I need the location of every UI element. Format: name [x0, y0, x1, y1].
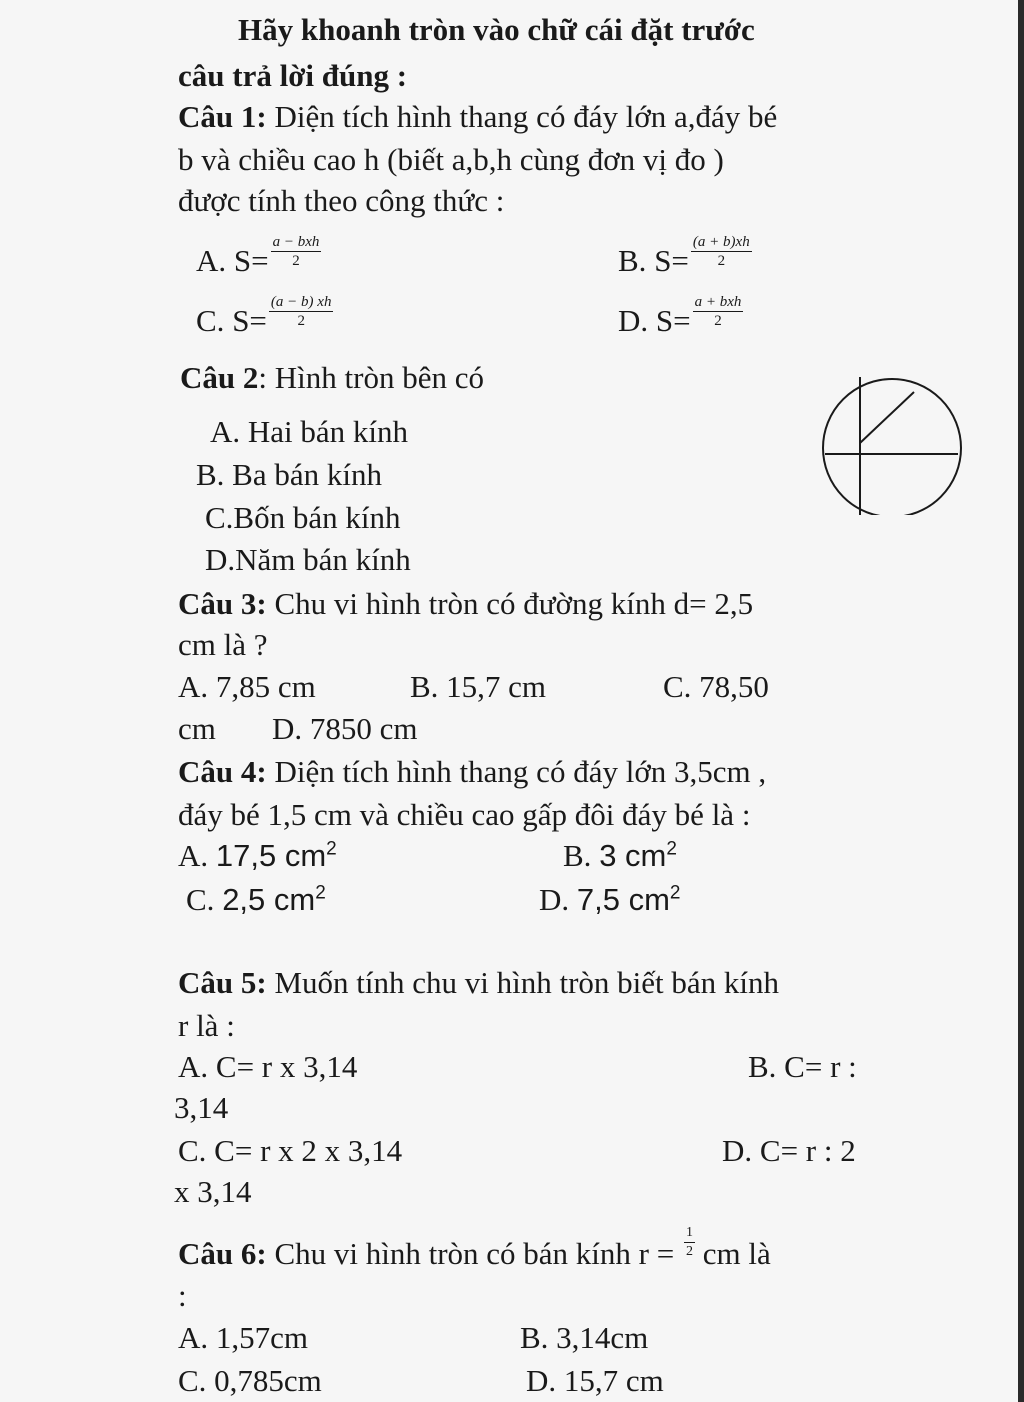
q6-option-d[interactable]: D. 15,7 cm [526, 1363, 664, 1398]
q6-line-2: : [178, 1278, 187, 1313]
q6-option-a[interactable]: A. 1,57cm [178, 1320, 309, 1355]
q4-option-d[interactable]: D. 7,5 $cm^2$ [539, 882, 681, 917]
q6-option-c[interactable]: C. 0,785cm [178, 1363, 322, 1398]
q3-option-d[interactable]: D. 7850 cm [272, 711, 418, 746]
q6-option-b[interactable]: B. 3,14cm [520, 1320, 649, 1355]
q6-frac-num: 1 [684, 1224, 695, 1243]
q3-option-c-unit: cm [178, 711, 216, 746]
header-line-1: Hãy khoanh tròn vào chữ cái đặt trước [238, 12, 755, 47]
q4-option-a[interactable]: A. 17,5 $cm^2$ [178, 838, 337, 873]
q5-option-c[interactable]: C. C= r x 2 x 3,14 [178, 1133, 403, 1168]
right-edge-shadow [1018, 0, 1024, 1402]
q4-line-2: đáy bé 1,5 cm và chiều cao gấp đôi đáy bé là : [178, 797, 751, 832]
circle-outline [823, 379, 961, 515]
q1-line-1 [178, 99, 777, 135]
q3-option-c[interactable]: C. 78,50 [663, 669, 769, 704]
q3-line-1: Câu 3: Chu vi hình tròn có đường kính d= 2,5 [178, 586, 754, 621]
q1-option-c[interactable]: C. S= $\frac{(a - b) xh}{2}$ [196, 294, 332, 338]
q2-option-d[interactable]: D.Năm bán kính [205, 542, 411, 577]
q1-label: Câu 1: [178, 99, 267, 134]
q1-option-a[interactable]: A. S= $\frac{\text{a − bxh}}{2}$ [196, 234, 320, 278]
q5-line-1: Câu 5: Muốn tính chu vi hình tròn biết bán kính [178, 965, 780, 1000]
q3-option-a[interactable]: A. 7,85 cm [178, 669, 316, 704]
q1-text-1: Diện tích hình thang có đáy lớn a,đáy bé [266, 99, 778, 134]
q6-line-1: Câu 6: Chu vi hình tròn có bán kính r = $\frac{1}{2}$ cm là [178, 1225, 771, 1271]
q2-line-1: Câu 2: Hình tròn bên có [180, 360, 484, 395]
q4-line-1: Câu 4: Diện tích hình thang có đáy lớn 3,5cm , [178, 754, 767, 789]
q1-line-3: được tính theo công thức : [178, 183, 505, 218]
q6-frac-den: 2 [685, 1244, 693, 1260]
diagonal-radius [860, 392, 914, 443]
q5-line-2: r là : [178, 1008, 235, 1043]
q5-option-d-cont: x 3,14 [174, 1174, 252, 1209]
q2-option-b[interactable]: B. Ba bán kính [196, 457, 382, 492]
q5-option-b[interactable]: B. C= r : [748, 1049, 857, 1084]
q4-label: Câu 4: [178, 754, 267, 789]
circle-radii-figure [820, 365, 965, 515]
q3-line-2: cm là ? [178, 627, 268, 662]
q5-label: Câu 5: [178, 965, 267, 1000]
q2-option-c[interactable]: C.Bốn bán kính [205, 500, 401, 535]
q1-line-2: b và chiều cao h (biết a,b,h cùng đơn vị đo ) [178, 142, 724, 177]
q2-option-a[interactable]: A. Hai bán kính [210, 414, 409, 449]
q5-option-b-cont: 3,14 [174, 1090, 229, 1125]
q2-label: Câu 2 [180, 360, 259, 395]
header-line-2: câu trả lời đúng : [178, 58, 408, 93]
q1-option-d[interactable]: D. S= $\frac{\text{a + bxh}}{2}$ [618, 294, 742, 338]
q3-option-b[interactable]: B. 15,7 cm [410, 669, 547, 704]
q5-option-d[interactable]: D. C= r : 2 [722, 1133, 856, 1168]
q1-option-b[interactable]: B. S= $\frac{(a + b)xh}{2}$ [618, 234, 750, 278]
q4-option-c[interactable]: C. 2,5 $cm^2$ [186, 882, 326, 917]
q6-label: Câu 6: [178, 1236, 267, 1271]
q5-option-a[interactable]: A. C= r x 3,14 [178, 1049, 358, 1084]
q4-option-b[interactable]: B. 3 $cm^2$ [563, 838, 677, 873]
q3-label: Câu 3: [178, 586, 267, 621]
